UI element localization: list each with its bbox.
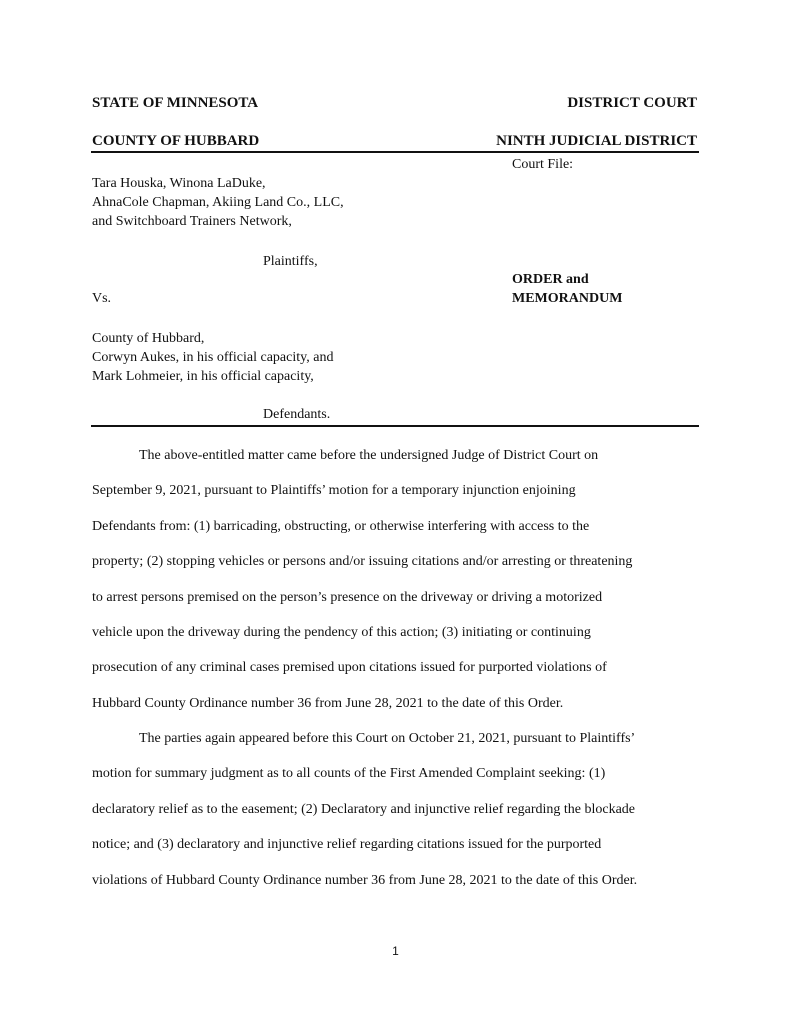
- county-heading: COUNTY OF HUBBARD: [92, 133, 260, 149]
- plaintiff-line: Tara Houska, Winona LaDuke,: [92, 176, 266, 191]
- paragraph-line: vehicle upon the driveway during the pendency of this action; (3) initiating or continuing: [92, 625, 591, 641]
- state-heading: STATE OF MINNESOTA: [92, 95, 259, 111]
- court-heading: DISTRICT COURT: [567, 95, 697, 111]
- defendant-line: Corwyn Aukes, in his official capacity, and: [92, 350, 334, 365]
- paragraph-line: motion for summary judgment as to all counts of the First Amended Complaint seeking: (1): [92, 766, 606, 782]
- paragraph-line: prosecution of any criminal cases premised upon citations issued for purported violations of: [92, 660, 607, 676]
- document-title-line: ORDER and: [512, 272, 589, 287]
- district-heading: NINTH JUDICIAL DISTRICT: [496, 133, 697, 149]
- defendant-line: Mark Lohmeier, in his official capacity,: [92, 369, 314, 384]
- defendant-line: County of Hubbard,: [92, 331, 205, 346]
- versus-label: Vs.: [92, 291, 112, 306]
- paragraph-line: The above-entitled matter came before the undersigned Judge of District Court on: [139, 448, 599, 463]
- paragraph-line: The parties again appeared before this Court on October 21, 2021, pursuant to Plaintiffs’: [139, 731, 636, 746]
- plaintiff-line: and Switchboard Trainers Network,: [92, 214, 292, 229]
- court-file-label: Court File:: [512, 157, 574, 172]
- body-paragraph-2: [92, 721, 698, 898]
- paragraph-line: property; (2) stopping vehicles or persons and/or issuing citations and/or arresting or threatening: [92, 554, 633, 570]
- paragraph-line: to arrest persons premised on the person’s presence on the driveway or driving a motorized: [92, 589, 603, 605]
- caption-top-rule: [91, 151, 699, 153]
- caption-bottom-rule: [91, 425, 699, 427]
- plaintiff-line: AhnaCole Chapman, Akiing Land Co., LLC,: [92, 195, 344, 210]
- paragraph-line: Hubbard County Ordinance number 36 from June 28, 2021 to the date of this Order.: [92, 695, 564, 711]
- defendants-label: Defendants.: [263, 407, 331, 422]
- paragraph-line: September 9, 2021, pursuant to Plaintiffs’ motion for a temporary injunction enjoining: [92, 483, 576, 499]
- paragraph-line: violations of Hubbard County Ordinance number 36 from June 28, 2021 to the date of this Order.: [92, 872, 638, 888]
- paragraph-line: notice; and (3) declaratory and injunctive relief regarding citations issued for the purported: [92, 837, 602, 853]
- page-number: 1: [392, 944, 399, 958]
- plaintiffs-label: Plaintiffs,: [263, 254, 318, 269]
- document-title-line: MEMORANDUM: [512, 291, 623, 306]
- paragraph-line: Defendants from: (1) barricading, obstructing, or otherwise interfering with access to the: [92, 518, 590, 534]
- paragraph-line: declaratory relief as to the easement; (2) Declaratory and injunctive relief regarding the blockade: [92, 801, 636, 817]
- body-paragraph-1: [92, 438, 698, 721]
